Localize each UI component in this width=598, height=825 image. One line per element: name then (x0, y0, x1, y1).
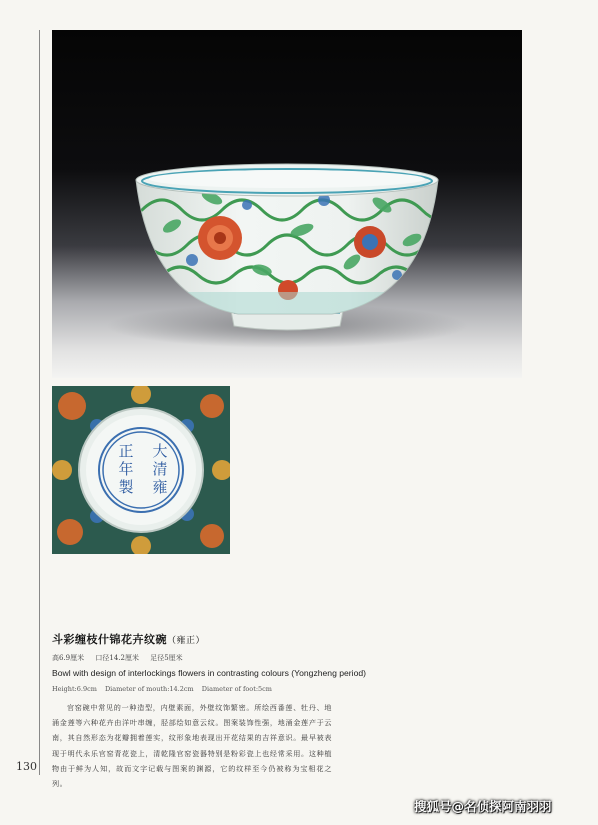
dim-foot-en: Diameter of foot:5cm (201, 685, 272, 693)
dimensions-chinese (52, 653, 552, 663)
dim-height-cn: 高6.9厘米 (52, 654, 85, 662)
dim-foot-cn: 足径5厘米 (150, 654, 183, 662)
reign-mark-illustration (52, 386, 230, 554)
margin-rule (39, 30, 40, 775)
mark-char: 年 (118, 460, 134, 478)
mark-char: 雍 (152, 478, 168, 496)
dimensions-english (52, 685, 552, 693)
dim-mouth-en: Diameter of mouth:14.2cm (104, 685, 194, 693)
period-cn: （雍正） (167, 636, 206, 646)
bowl-photo (52, 30, 522, 378)
title-cn-text: 斗彩缠枝什锦花卉纹碗 (52, 633, 167, 646)
watermark: 搜狐号@名侦探阿南羽羽 (414, 799, 552, 814)
mark-char: 正 (118, 442, 134, 460)
mark-char: 清 (152, 460, 168, 478)
caption (52, 631, 552, 693)
mark-char: 大 (152, 442, 168, 460)
dim-mouth-cn: 口径14.2厘米 (95, 654, 139, 662)
description-text: 官窑碗中常见的一种造型，内壁素面，外壁纹饰繁密。所绘西番莲、牡丹、地涌金莲等六种花卉由洋叶串缠，胫部绘如意云纹。图案装饰性强，地涌金莲产于云南，其自然形态为花瓣拥着莲实，纹形象地表现出开花结果的吉祥意识。最早被表现于明代永乐官窑青花瓷上，清乾隆官窑瓷器特别是粉彩瓷上也经常采用。这种植物由于鲜为人知，故而文字记载与图案的渊源，它的纹样至今仍被称为宝相花之列。 (52, 703, 332, 789)
mark-char: 製 (118, 478, 134, 496)
title-english: Bowl with design of interlockings flowers in contrasting colours (Yongzheng period) (52, 668, 366, 678)
reign-mark-photo (52, 386, 230, 554)
dim-height-en: Height:6.9cm (52, 685, 97, 693)
page-number: 130 (16, 760, 37, 773)
title-chinese (52, 631, 552, 647)
bowl-illustration (52, 30, 522, 378)
